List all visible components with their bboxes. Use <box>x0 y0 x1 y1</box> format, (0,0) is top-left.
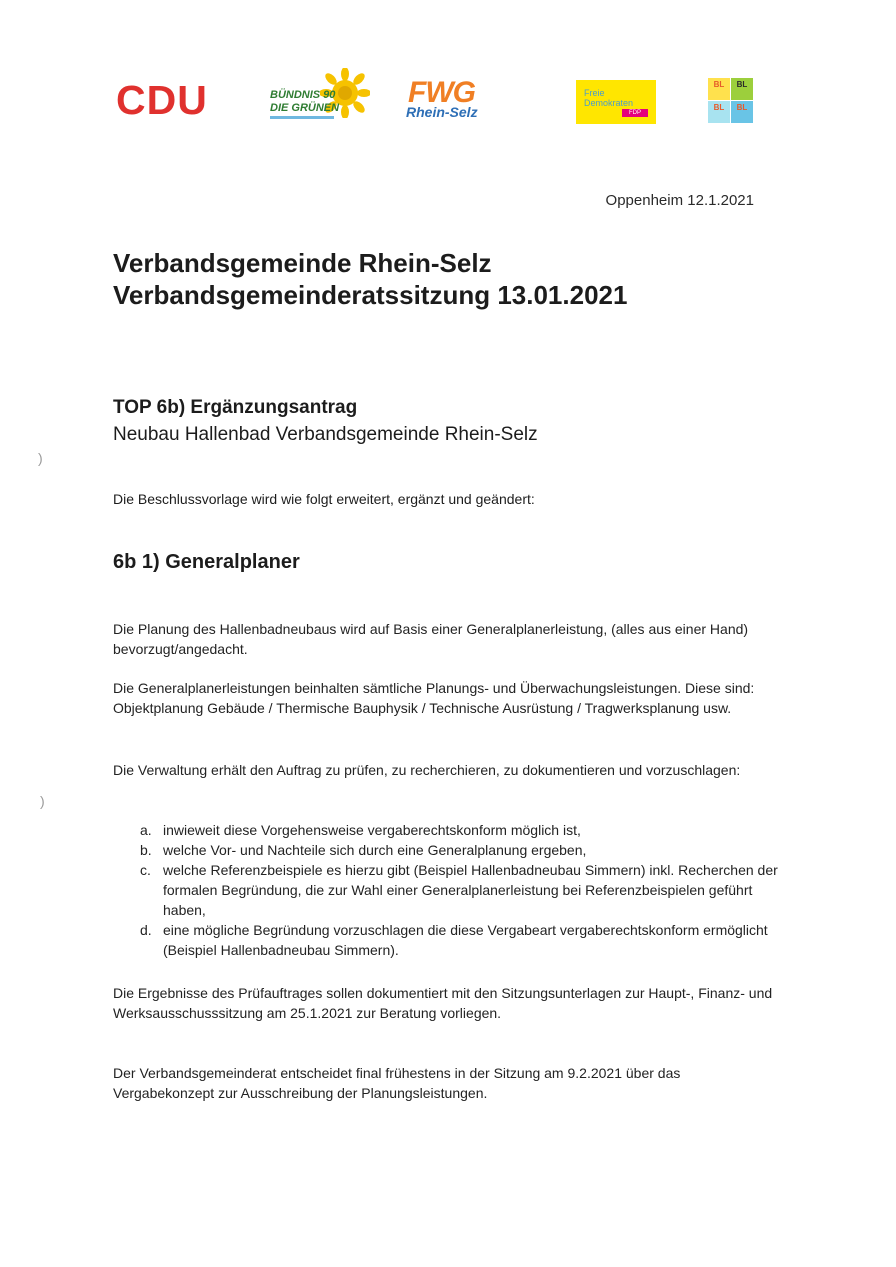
list-item <box>140 820 790 840</box>
list-item-text: welche Referenzbeispiele es hierzu gibt (Beispiel Hallenbadneubau Simmern) inkl. Recherchen der formalen Begründung, die zur Wahl einer Generalplanerleistung bei Referenzbeispielen geführt haben, <box>163 862 778 918</box>
bl-logo-quadrant: BL <box>731 78 753 100</box>
gruene-logo-bar <box>270 116 334 119</box>
intro-text: Die Beschlussvorlage wird wie folgt erweitert, ergänzt und geändert: <box>113 491 535 507</box>
title-line1: Verbandsgemeinde Rhein-Selz <box>113 248 492 278</box>
scan-artifact: ) <box>40 793 45 809</box>
paragraph-2: Die Generalplanerleistungen beinhalten sämtliche Planungs- und Überwachungsleistungen. Diese sind: Objektplanung Gebäude / Thermische Bauphysik / Technische Ausrüstung / Tragwerksplanung usw. <box>113 680 755 716</box>
scan-artifact: ) <box>38 450 43 466</box>
place-date: Oppenheim 12.1.2021 <box>605 192 754 209</box>
fwg-logo <box>406 78 516 124</box>
gruene-logo <box>270 68 374 122</box>
document-title <box>113 247 627 311</box>
fwg-logo-line1: FWG <box>408 76 475 109</box>
bl-logo-quadrant: BL <box>731 101 753 123</box>
fwg-logo-line2: Rhein-Selz <box>406 104 478 120</box>
agenda-item-heading: TOP 6b) Ergänzungsantrag <box>113 397 358 418</box>
section-heading: 6b 1) Generalplaner <box>113 551 300 573</box>
bl-logo-quadrant: BL <box>708 101 730 123</box>
list-item-text: inwieweit diese Vorgehensweise vergaberechtskonform möglich ist, <box>163 822 581 838</box>
bl-logo <box>708 78 754 124</box>
task-list <box>140 820 790 960</box>
gruene-logo-line1: BÜNDNIS 90 <box>270 89 336 101</box>
list-item <box>140 860 790 920</box>
fdp-logo-line1: Freie <box>584 88 605 98</box>
list-marker: b. <box>140 842 152 858</box>
fdp-logo <box>576 80 656 124</box>
list-item <box>140 920 790 960</box>
gruene-logo-line2: DIE GRÜNEN <box>270 102 340 114</box>
paragraph-1: Die Planung des Hallenbadneubaus wird auf Basis einer Generalplanerleistung, (alles aus einer Hand) bevorzugt/angedacht. <box>113 621 749 657</box>
bl-logo-quadrant: BL <box>708 78 730 100</box>
list-marker: a. <box>140 822 152 838</box>
paragraph-4: Die Ergebnisse des Prüfauftrages sollen dokumentiert mit den Sitzungsunterlagen zur Haupt-, Finanz- und Werksausschusssitzung am 25.1.2021 zur Beratung vorliegen. <box>113 985 773 1021</box>
list-marker: c. <box>140 862 151 878</box>
title-line2: Verbandsgemeinderatssitzung 13.01.2021 <box>113 280 628 310</box>
list-item-text: welche Vor- und Nachteile sich durch eine Generalplanung ergeben, <box>163 842 587 858</box>
list-item <box>140 840 790 860</box>
agenda-item-subheading: Neubau Hallenbad Verbandsgemeinde Rhein-Selz <box>113 424 538 445</box>
fdp-logo-badge: FDP <box>622 109 648 117</box>
cdu-logo: CDU <box>116 77 208 123</box>
paragraph-5: Der Verbandsgemeinderat entscheidet final frühestens in der Sitzung am 9.2.2021 über das Vergabekonzept zur Ausschreibung der Planungsleistungen. <box>113 1065 681 1101</box>
list-item-text: eine mögliche Begründung vorzuschlagen die diese Vergabeart vergaberechtskonform ermöglicht (Beispiel Hallenbadneubau Simmern). <box>163 922 768 958</box>
list-marker: d. <box>140 922 152 938</box>
fdp-logo-line2: Demokraten <box>584 98 634 108</box>
paragraph-3: Die Verwaltung erhält den Auftrag zu prüfen, zu recherchieren, zu dokumentieren und vorzuschlagen: <box>113 762 741 778</box>
